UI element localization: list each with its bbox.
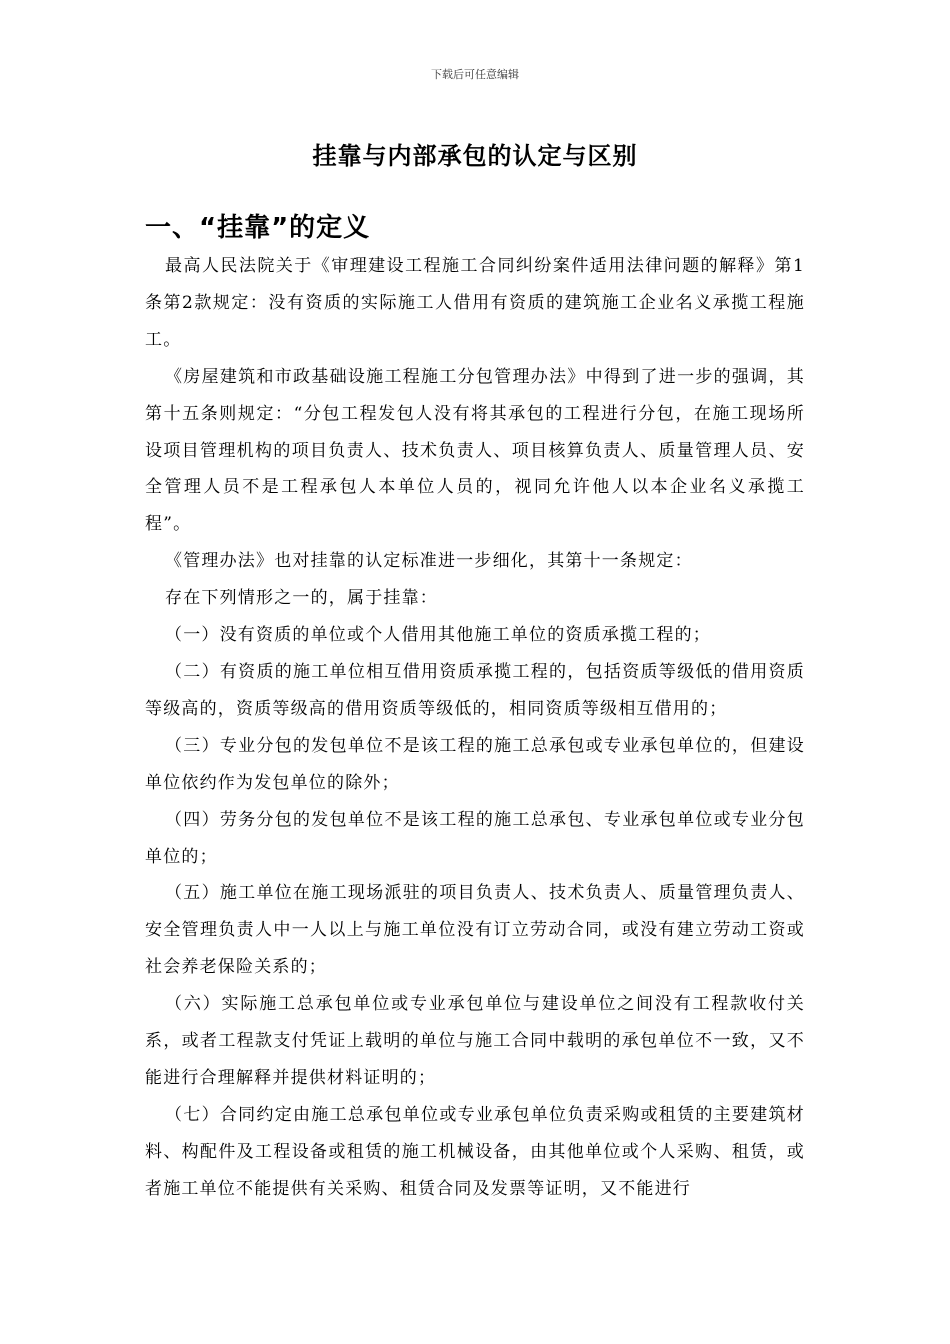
paragraph-subcontract-rules: 《房屋建筑和市政基础设施工程施工分包管理办法》中得到了进一步的强调，其第十五条则规定：“分包工程发包人没有将其承包的工程进行分包，在施工现场所设项目管理机构的项目负责人、技术负责人、项目核算负责人、质量管理人员、安全管理人员不是工程承包人本单位人员的，视同允许他人以本企业名义承揽工程”。 (145, 366, 805, 535)
list-item-5: （五）施工单位在施工现场派驻的项目负责人、技术负责人、质量管理负责人、安全管理负责人中一人以上与施工单位没有订立劳动合同，或没有建立劳动工资或社会养老保险关系的； (145, 883, 805, 978)
section-heading: 一、“挂靠”的定义 (145, 213, 371, 243)
list-item-1: （一）没有资质的单位或个人借用其他施工单位的资质承揽工程的； (165, 625, 711, 646)
paragraph-interpretation: 最高人民法院关于《审理建设工程施工合同纠纷案件适用法律问题的解释》第1条第2款规定：没有资质的实际施工人借用有资质的建筑施工企业名义承揽工程施工。 (145, 256, 805, 350)
header-note: 下载后可任意编辑 (431, 68, 519, 81)
paragraph-situations-intro: 存在下列情形之一的，属于挂靠： (165, 588, 438, 609)
document-body (145, 248, 805, 1208)
document-title: 挂靠与内部承包的认定与区别 (312, 142, 638, 170)
list-item-4: （四）劳务分包的发包单位不是该工程的施工总承包、专业承包单位或专业分包单位的； (145, 809, 805, 867)
paragraph-management-measures: 《管理办法》也对挂靠的认定标准进一步细化，其第十一条规定： (165, 551, 693, 572)
list-item-2: （二）有资质的施工单位相互借用资质承揽工程的，包括资质等级低的借用资质等级高的，资质等级高的借用资质等级低的，相同资质等级相互借用的； (145, 661, 805, 719)
list-item-3: （三）专业分包的发包单位不是该工程的施工总承包或专业承包单位的，但建设单位依约作为发包单位的除外； (145, 735, 805, 793)
list-item-7: （七）合同约定由施工总承包单位或专业承包单位负责采购或租赁的主要建筑材料、构配件及工程设备或租赁的施工机械设备，由其他单位或个人采购、租赁，或者施工单位不能提供有关采购、租赁合同及发票等证明，又不能进行 (145, 1104, 805, 1199)
list-item-6: （六）实际施工总承包单位或专业承包单位与建设单位之间没有工程款收付关系，或者工程款支付凭证上载明的单位与施工合同中载明的承包单位不一致，又不能进行合理解释并提供材料证明的； (145, 994, 805, 1088)
